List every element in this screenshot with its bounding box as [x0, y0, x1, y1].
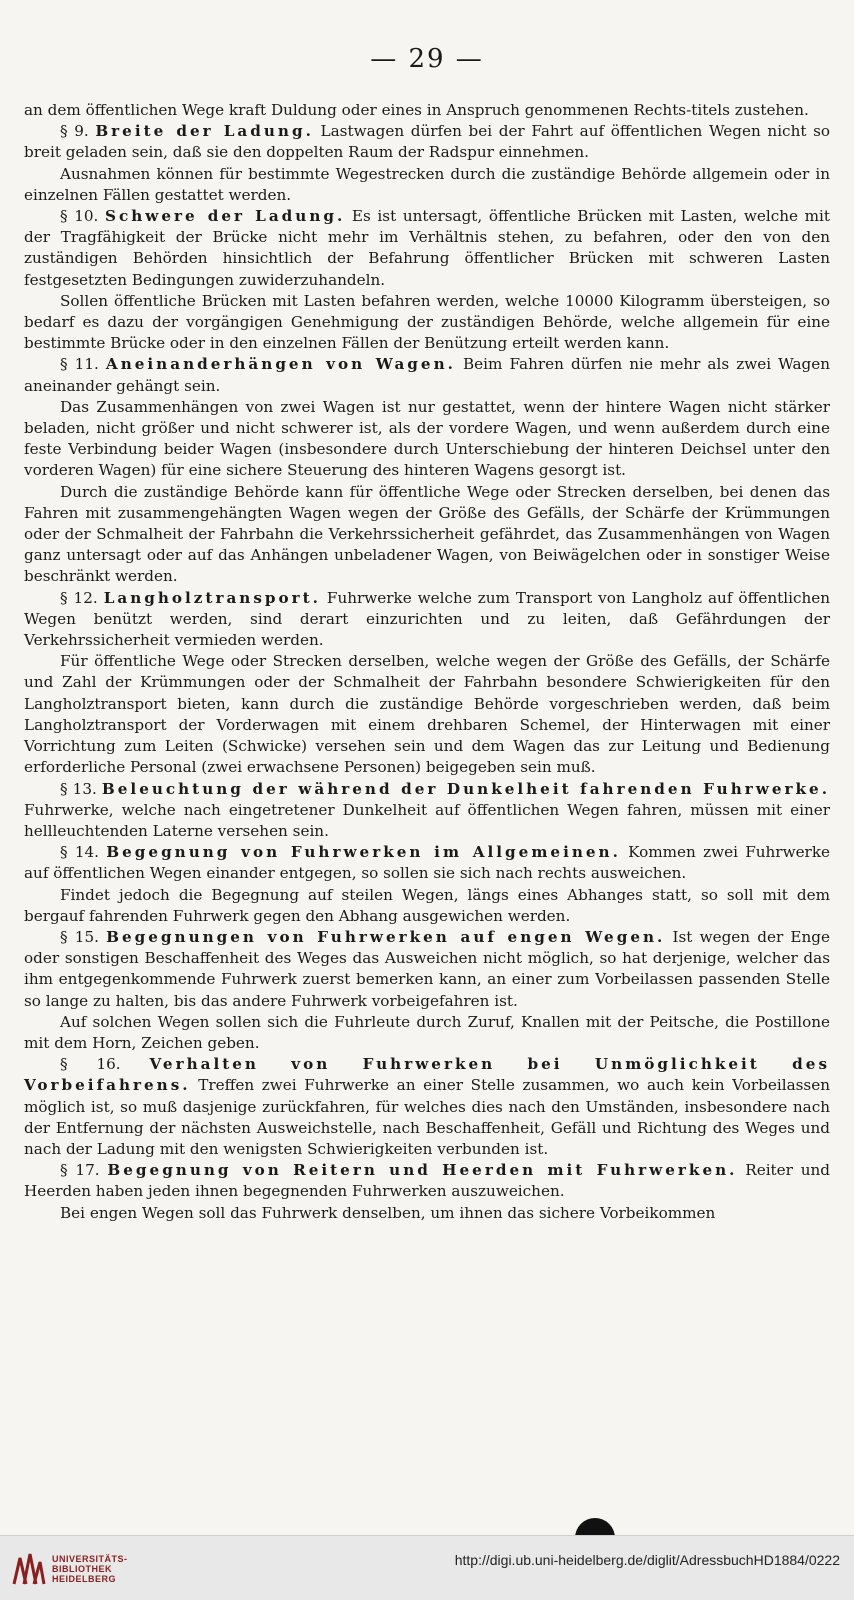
viewer-footer	[0, 1535, 854, 1600]
section-number: § 15.	[60, 927, 107, 946]
permalink-url[interactable]: http://digi.ub.uni-heidelberg.de/diglit/AdressbuchHD1884/0222	[454, 1552, 840, 1568]
paragraph	[24, 397, 830, 482]
library-line-2: BIBLIOTHEK	[52, 1564, 112, 1574]
library-line-1: UNIVERSITÄTS-	[52, 1554, 128, 1564]
section-number: § 10.	[60, 207, 106, 226]
ub-heidelberg-logo-icon	[10, 1550, 46, 1588]
section-heading: Breite der Ladung.	[95, 122, 314, 141]
section-heading: Begegnungen von Fuhrwerken auf engen Wegen.	[106, 927, 666, 946]
paragraph-text: Fuhrwerke welche zum Transport von Langholz auf öffentlichen Wegen benützt werden, sind derart einzurichten und zu leiten, daß Gefährdungen der Verkehrssicherheit vermieden werden.	[24, 588, 830, 650]
paragraph-text: Treffen zwei Fuhrwerke an einer Stelle zusammen, wo auch kein Vorbeilassen möglich ist, so muß dasjenige zurückfahren, für welches dies nach den Umständen, insbesondere nach der Entfernung der nächsten Ausweichstelle, nach Beschaffenheit, Gefäll und Richtung des Weges und nach der Ladung mit den wenigsten Schwierigkeiten verbunden ist.	[24, 1076, 830, 1158]
section-number: § 9.	[60, 122, 96, 141]
library-name	[52, 1554, 128, 1584]
paragraph	[24, 1012, 830, 1054]
paragraph	[24, 482, 830, 588]
paragraph	[24, 100, 830, 121]
paragraph-text: Reiter und Heerden haben jeden ihnen begegnenden Fuhrwerken auszuweichen.	[24, 1161, 831, 1201]
section-number: § 13.	[60, 779, 102, 798]
section-number: § 17.	[60, 1161, 108, 1180]
paragraph-text: Sollen öffentliche Brücken mit Lasten befahren werden, welche 10000 Kilogramm übersteigen, so bedarf es dazu der vorgängigen Genehmigung der zuständigen Behörde, welche allgemein für eine bestimmte Brücke oder in den einzelnen Fällen der Benützung erteilt werden kann.	[24, 291, 830, 353]
section-paragraph	[24, 121, 830, 163]
section-number: § 11.	[60, 355, 106, 374]
section-paragraph	[24, 842, 830, 884]
paragraph-text: Beim Fahren dürfen nie mehr als zwei Wagen aneinander gehängt sein.	[24, 355, 830, 395]
section-heading: Aneinanderhängen von Wagen.	[105, 355, 456, 374]
section-paragraph	[24, 206, 830, 291]
paragraph-text: Lastwagen dürfen bei der Fahrt auf öffentlichen Wegen nicht so breit geladen sein, daß sie den doppelten Raum der Radspur einnehmen.	[24, 122, 831, 162]
paragraph	[24, 164, 830, 206]
section-paragraph	[24, 588, 830, 652]
paragraph-text: Ausnahmen können für bestimmte Wegestrecken durch die zuständige Behörde allgemein oder in einzelnen Fällen gestattet werden.	[24, 164, 830, 204]
paragraph-text: Durch die zuständige Behörde kann für öffentliche Wege oder Strecken derselben, bei denen das Fahren mit zusammengehängten Wagen wegen der Größe des Gefälls, der Schärfe der Krümmungen oder der Schmalheit der Fahrbahn die Verkehrssicherheit gefährdet, das Zusammenhängen von Wagen ganz untersagt oder auf das Anhängen unbeladener Wagen, von Beiwägelchen oder in sonstiger Weise beschränkt werden.	[24, 482, 830, 586]
library-line-3: HEIDELBERG	[52, 1574, 117, 1584]
paragraph-text: Bei engen Wegen soll das Fuhrwerk denselben, um ihnen das sichere Vorbeikommen	[60, 1203, 716, 1222]
section-number: § 12.	[60, 588, 104, 607]
section-paragraph	[24, 354, 830, 396]
paragraph	[24, 1203, 830, 1224]
section-number: § 14.	[60, 843, 107, 862]
paragraph-text: Ist wegen der Enge oder sonstigen Beschaffenheit des Weges das Ausweichen nicht möglich, so hat derjenige, welcher das ihm entgegenkommende Fuhrwerk zuerst bemerken kann, an einer zum Vorbeilassen passenden Stelle so lange zu halten, bis das andere Fuhrwerk vorbeigefahren ist.	[24, 927, 830, 1010]
paragraph-text: Für öffentliche Wege oder Strecken derselben, welche wegen der Größe des Gefälls, der Schärfe und Zahl der Krümmungen oder der Schmalheit der Fahrbahn besondere Schwierigkeiten für den Langholztransport bieten, kann durch die zuständige Behörde vorgeschrieben werden, daß beim Langholztransport der Vorderwagen mit einem drehbaren Schemel, der Hinterwagen mit einer Vorrichtung zum Leiten (Schwicke) versehen sein und dem Wagen das zur Leitung und Bedienung erforderliche Personal (zwei erwachsene Personen) beigegeben sein muß.	[24, 652, 830, 777]
section-paragraph	[24, 1160, 830, 1202]
paragraph	[24, 885, 830, 927]
page-number: — 29 —	[370, 44, 484, 74]
paragraph-text: Findet jedoch die Begegnung auf steilen Wegen, längs eines Abhanges statt, so soll mit dem bergauf fahrenden Fuhrwerk gegen den Abhang ausgewichen werden.	[24, 885, 830, 925]
section-paragraph	[24, 927, 830, 1012]
section-heading: Begegnung von Fuhrwerken im Allgemeinen.	[106, 843, 621, 862]
section-heading: Langholztransport.	[103, 588, 321, 607]
paragraph-text: Fuhrwerke, welche nach eingetretener Dunkelheit auf öffentlichen Wegen fahren, müssen mit einer hellleuchtenden Laterne versehen sein.	[24, 800, 830, 840]
section-heading: Begegnung von Reitern und Heerden mit Fuhrwerken.	[107, 1161, 738, 1180]
body-text	[24, 100, 830, 1224]
paragraph-text: Kommen zwei Fuhrwerke auf öffentlichen Wegen einander entgegen, so sollen sie sich nach rechts ausweichen.	[24, 843, 831, 883]
section-paragraph	[24, 1054, 830, 1160]
paragraph-text: Auf solchen Wegen sollen sich die Fuhrleute durch Zuruf, Knallen mit der Peitsche, die Postillone mit dem Horn, Zeichen geben.	[24, 1012, 830, 1052]
paragraph-text: an dem öffentlichen Wege kraft Duldung oder eines in Anspruch genommenen Rechts-titels zustehen.	[24, 101, 809, 119]
section-heading: Beleuchtung der während der Dunkelheit fahrenden Fuhrwerke.	[101, 779, 830, 798]
paragraph	[24, 291, 830, 355]
section-heading: Verhalten von Fuhrwerken bei Unmöglichkeit des Vorbeifahrens.	[24, 1055, 830, 1095]
paragraph	[24, 651, 830, 778]
paragraph-text: Es ist untersagt, öffentliche Brücken mit Lasten, welche mit der Tragfähigkeit der Brücke nicht mehr im Verhältnis stehen, zu befahren, oder den von den zuständigen Behörden hinsichtlich der Befahrung öffentlicher Brücken mit schweren Lasten festgesetzten Bedingungen zuwiderzuhandeln.	[24, 207, 830, 289]
section-heading: Schwere der Ladung.	[105, 207, 346, 226]
section-paragraph	[24, 779, 830, 843]
paragraph-text: Das Zusammenhängen von zwei Wagen ist nur gestattet, wenn der hintere Wagen nicht stärker beladen, nicht größer und nicht schwerer ist, als der vordere Wagen, und wenn außerdem durch eine feste Verbindung beider Wagen (insbesondere durch Unterschiebung der hinteren Deichsel unter den vorderen Wagen) für eine sichere Steuerung des hinteren Wagens gesorgt ist.	[24, 397, 830, 480]
section-number: § 16.	[60, 1055, 150, 1074]
